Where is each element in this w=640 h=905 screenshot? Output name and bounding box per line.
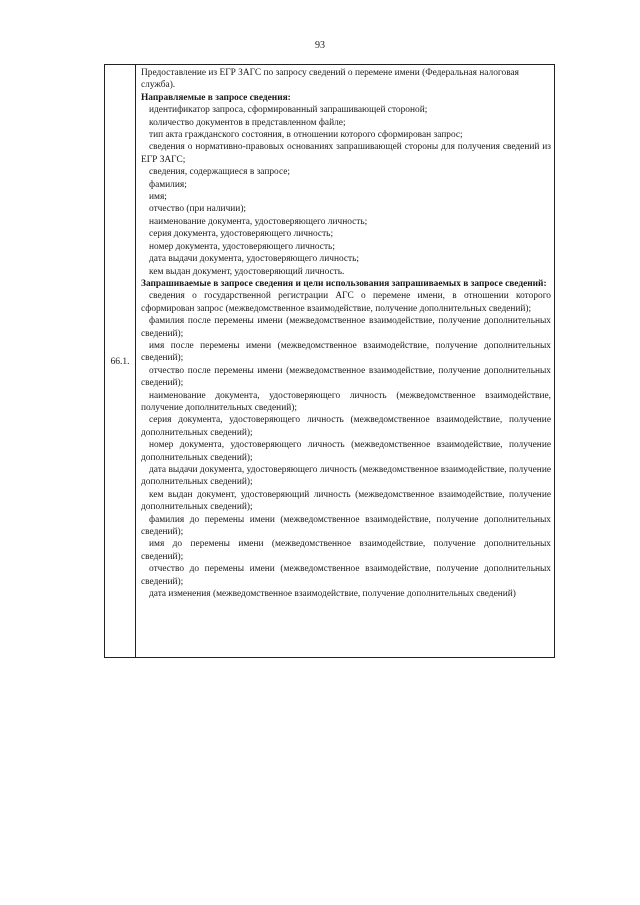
row-content bbox=[141, 67, 551, 600]
list-item: количество документов в представленном файле; bbox=[149, 117, 346, 128]
list-item: идентификатор запроса, сформированный запрашивающей стороной; bbox=[149, 105, 428, 116]
list-item: кем выдан документ, удостоверяющий личность (межведомственное взаимодействие, получение дополнительных сведений); bbox=[141, 489, 551, 513]
list-item: имя; bbox=[149, 192, 167, 203]
list-item: тип акта гражданского состояния, в отношении которого сформирован запрос; bbox=[149, 130, 463, 141]
list-item: сведения о государственной регистрации АГС о перемене имени, в отношении которого сформирован запрос (межведомственное взаимодействие, получение дополнительных сведений); bbox=[141, 291, 551, 314]
list-item: имя до перемены имени (межведомственное взаимодействие, получение дополнительных сведений); bbox=[141, 539, 551, 562]
list-item: имя после перемены имени (межведомственное взаимодействие, получение дополнительных сведений); bbox=[141, 340, 551, 364]
list-item: фамилия до перемены имени (межведомственное взаимодействие, получение дополнительных сведений); bbox=[141, 514, 551, 538]
page-number: 93 bbox=[315, 40, 325, 51]
document-table bbox=[104, 64, 555, 658]
list-item: сведения о нормативно-правовых основаниях запрашивающей стороны для получения сведений из ЕГР ЗАГС; bbox=[141, 142, 551, 165]
list-item: наименование документа, удостоверяющего личность; bbox=[149, 216, 368, 227]
list-item: серия документа, удостоверяющего личность; bbox=[149, 229, 334, 240]
list-item: отчество после перемены имени (межведомственное взаимодействие, получение дополнительных сведений); bbox=[141, 365, 551, 389]
sent-items-list bbox=[141, 104, 551, 278]
list-item: отчество до перемены имени (межведомственное взаимодействие, получение дополнительных сведений); bbox=[141, 564, 551, 587]
list-item: номер документа, удостоверяющего личность; bbox=[149, 241, 335, 252]
intro-paragraph: Предоставление из ЕГР ЗАГС по запросу сведений о перемене имени (Федеральная налоговая служба). bbox=[141, 68, 519, 91]
list-item: наименование документа, удостоверяющего личность (межведомственное взаимодействие, получение дополнительных сведений); bbox=[141, 390, 551, 413]
list-item: номер документа, удостоверяющего личность (межведомственное взаимодействие, получение дополнительных сведений); bbox=[141, 440, 551, 463]
list-item: серия документа, удостоверяющего личность (межведомственное взаимодействие, получение дополнительных сведений); bbox=[141, 415, 551, 438]
list-item: кем выдан документ, удостоверяющий личность. bbox=[149, 266, 345, 277]
row-number-column bbox=[105, 65, 136, 657]
list-item: дата выдачи документа, удостоверяющего личность (межведомственное взаимодействие, получение дополнительных сведений); bbox=[141, 465, 551, 488]
list-item: дата выдачи документа, удостоверяющего личность; bbox=[149, 254, 360, 265]
sent-heading: Направляемые в запросе сведения: bbox=[141, 92, 291, 103]
list-item: отчество (при наличии); bbox=[149, 204, 247, 215]
list-item: фамилия после перемены имени (межведомственное взаимодействие, получение дополнительных сведений); bbox=[141, 316, 551, 339]
list-item: фамилия; bbox=[149, 179, 187, 190]
requested-heading: Запрашиваемые в запросе сведения и цели использования запрашиваемых в запросе сведений: bbox=[141, 278, 547, 289]
list-item: дата изменения (межведомственное взаимодействие, получение дополнительных сведений) bbox=[149, 589, 516, 600]
requested-items-list bbox=[141, 290, 551, 600]
list-item: сведения, содержащиеся в запросе; bbox=[149, 167, 290, 178]
row-number: 66.1. bbox=[110, 357, 130, 367]
